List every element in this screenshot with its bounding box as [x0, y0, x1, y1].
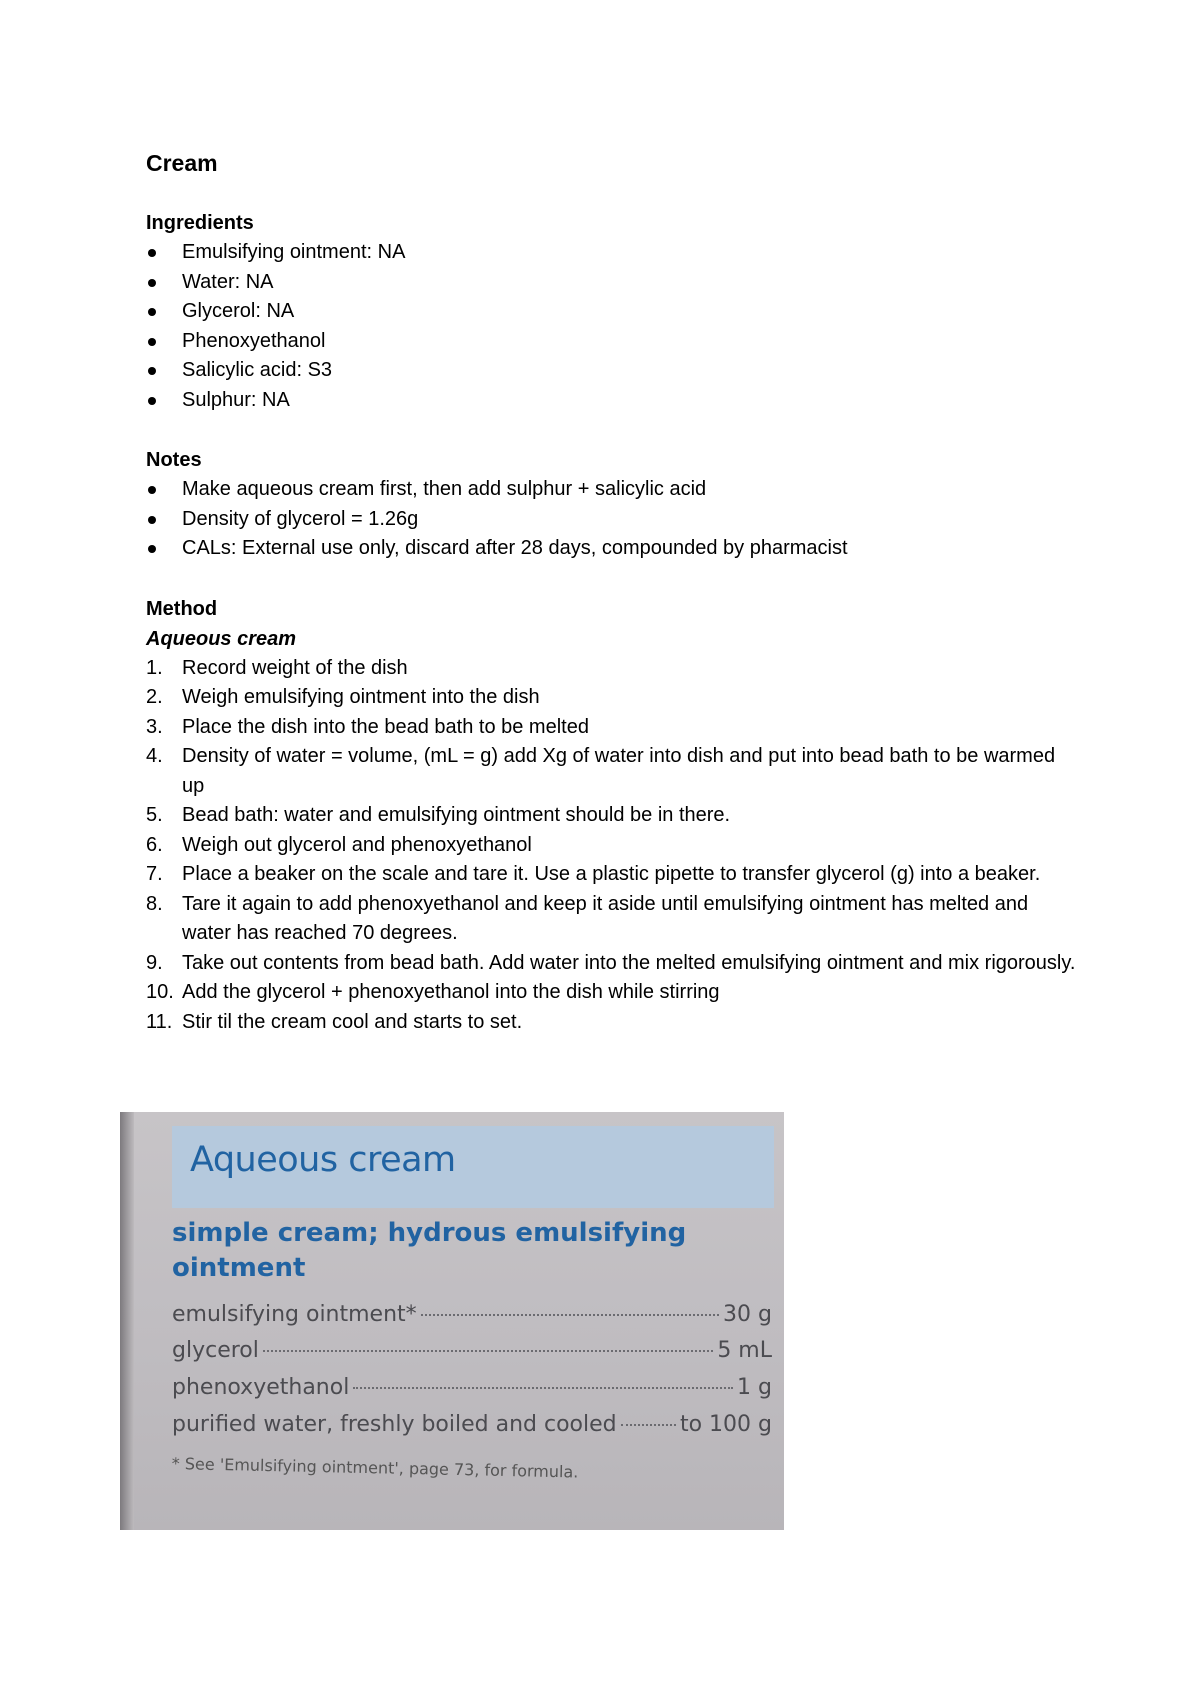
- method-step: 5. Bead bath: water and emulsifying ointment should be in there.: [146, 804, 731, 826]
- list-item: Make aqueous cream first, then add sulphur + salicylic acid: [146, 475, 1076, 505]
- list-item: Sulphur: NA: [146, 386, 1076, 416]
- method-step: 4. Density of water = volume, (mL = g) add Xg of water into dish and put into bead bath to be warmed up: [146, 745, 1056, 797]
- page-title: Cream: [146, 150, 218, 176]
- method-step: 10. Add the glycerol + phenoxyethanol into the dish while stirring: [146, 981, 720, 1003]
- bullet-icon: [148, 249, 156, 257]
- bullet-icon: [148, 516, 156, 524]
- bullet-icon: [148, 279, 156, 287]
- method-step: 8. Tare it again to add phenoxyethanol and keep it aside until emulsifying ointment has melted and water has reached 70 degrees.: [146, 892, 1029, 944]
- photo-title: Aqueous cream: [190, 1140, 456, 1180]
- dotted-leader: [263, 1350, 713, 1352]
- list-item: Glycerol: NA: [146, 297, 1076, 327]
- bullet-icon: [148, 338, 156, 346]
- bullet-icon: [148, 397, 156, 405]
- method-step: 1. Record weight of the dish: [146, 656, 408, 679]
- bullet-icon: [148, 545, 156, 553]
- list-item: Salicylic acid: S3: [146, 356, 1076, 386]
- method-steps: [146, 654, 1076, 1038]
- formula-line: purified water, freshly boiled and cooled to 100 g: [172, 1412, 772, 1437]
- photo-subtitle: simple cream; hydrous emulsifying ointment: [172, 1218, 687, 1283]
- ingredients-list: [146, 238, 1076, 415]
- notes-list: [146, 475, 1076, 564]
- dotted-leader: [353, 1387, 733, 1389]
- list-item: Density of glycerol = 1.26g: [146, 505, 1076, 535]
- method-step: 3. Place the dish into the bead bath to be melted: [146, 715, 589, 738]
- bullet-icon: [148, 367, 156, 375]
- method-step: 7. Place a beaker on the scale and tare it. Use a plastic pipette to transfer glycerol (g) into a beaker.: [146, 863, 1041, 885]
- method-heading: Method: [146, 597, 218, 620]
- document-page: [146, 148, 1076, 1037]
- method-step: 9. Take out contents from bead bath. Add water into the melted emulsifying ointment and mix rigorously.: [146, 951, 1076, 974]
- method-step: 11. Stir til the cream cool and starts to set.: [146, 1010, 523, 1033]
- list-item: CALs: External use only, discard after 28 days, compounded by pharmacist: [146, 534, 1076, 564]
- list-item: Emulsifying ointment: NA: [146, 238, 1076, 268]
- dotted-leader: [621, 1424, 676, 1426]
- notes-heading: Notes: [146, 449, 202, 471]
- ingredients-heading: Ingredients: [146, 212, 254, 234]
- formula-photo: [120, 1112, 784, 1530]
- method-step: 6. Weigh out glycerol and phenoxyethanol: [146, 833, 532, 856]
- dotted-leader: [421, 1314, 719, 1316]
- method-step: 2. Weigh emulsifying ointment into the dish: [146, 686, 540, 708]
- bullet-icon: [148, 308, 156, 316]
- formula-line: emulsifying ointment* 30 g: [172, 1302, 772, 1327]
- list-item: Phenoxyethanol: [146, 327, 1076, 357]
- method-subheading: Aqueous cream: [146, 627, 297, 650]
- formula-line: glycerol 5 mL: [172, 1338, 772, 1363]
- list-item: Water: NA: [146, 268, 1076, 298]
- bullet-icon: [148, 486, 156, 494]
- photo-footnote: * See 'Emulsifying ointment', page 73, for formula.: [171, 1454, 579, 1482]
- formula-line: phenoxyethanol 1 g: [172, 1375, 772, 1400]
